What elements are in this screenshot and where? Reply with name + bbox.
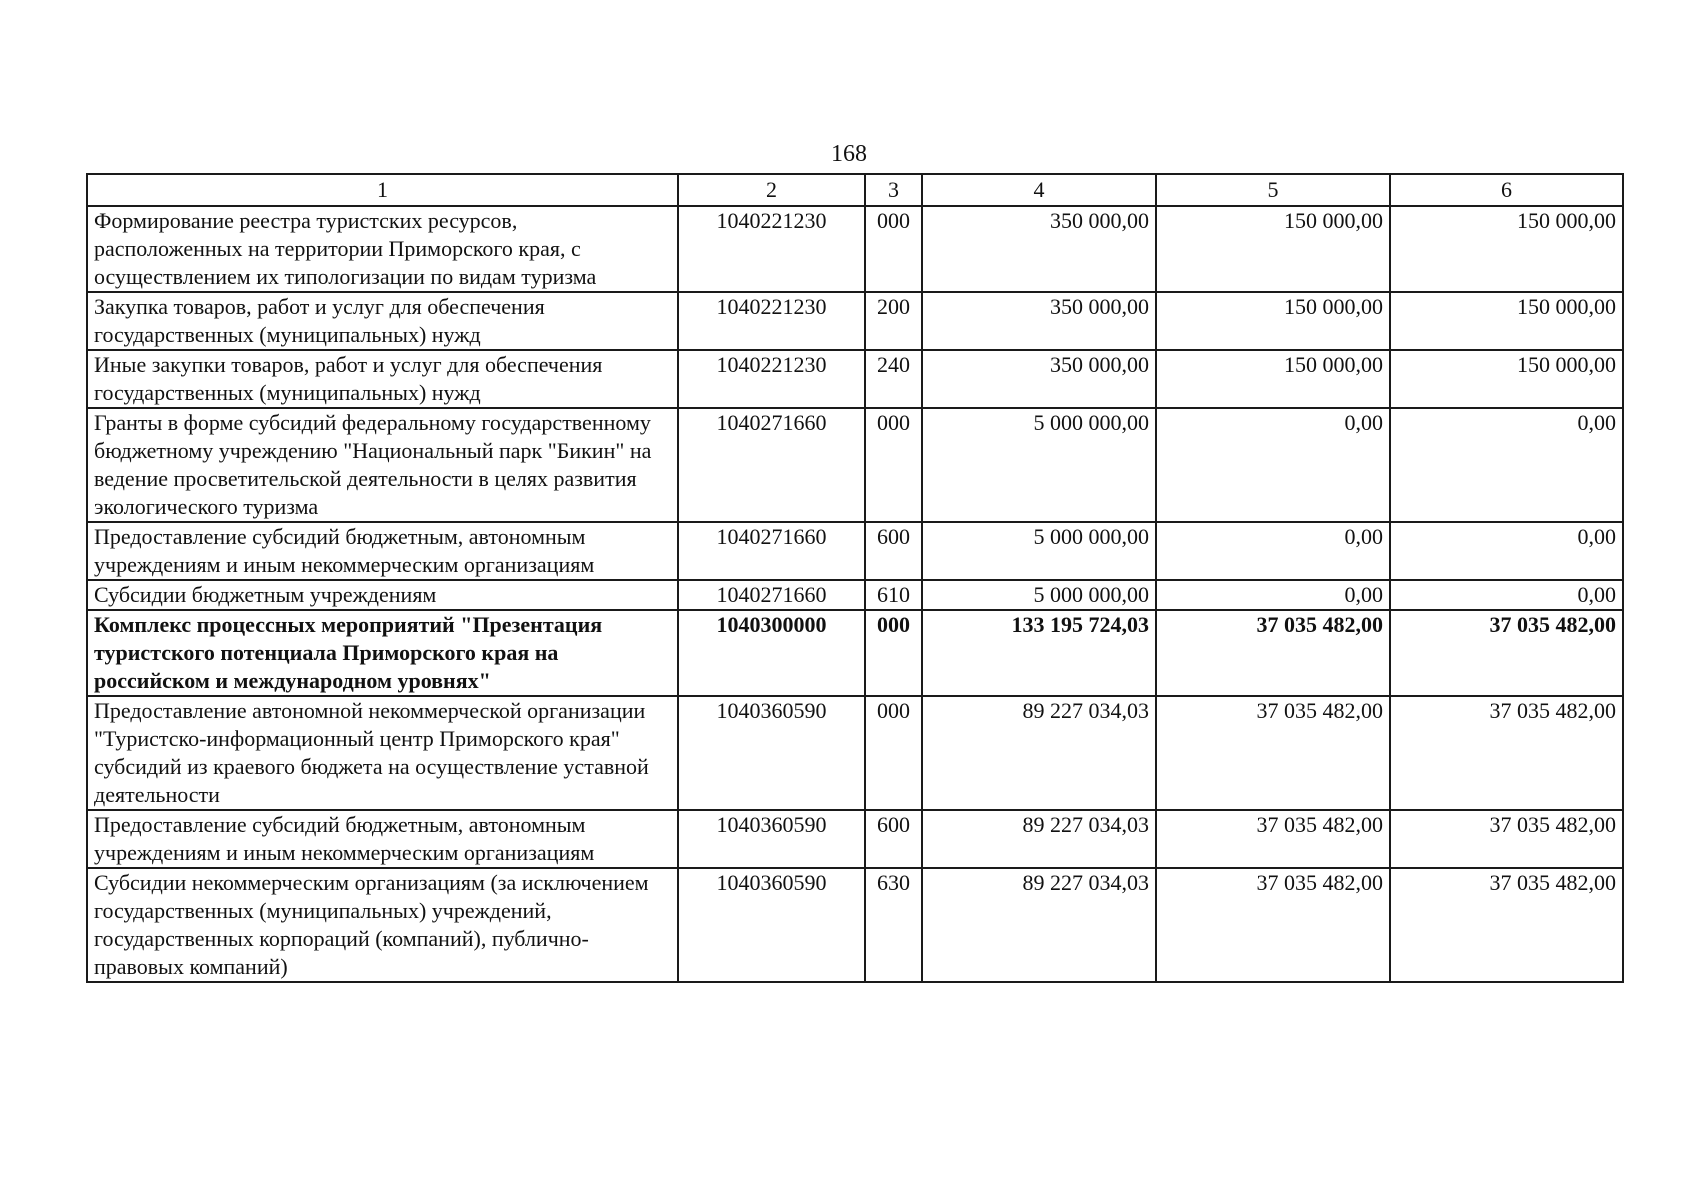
- target-code: 1040271660: [678, 408, 865, 522]
- table-row: [87, 868, 1623, 982]
- amount-col-5: 0,00: [1156, 408, 1390, 522]
- amount-col-4: 5 000 000,00: [922, 522, 1156, 580]
- expense-type: 000: [865, 206, 922, 292]
- amount-col-4: 350 000,00: [922, 350, 1156, 408]
- amount-col-5: 150 000,00: [1156, 292, 1390, 350]
- amount-col-4: 5 000 000,00: [922, 408, 1156, 522]
- item-name: Предоставление субсидий бюджетным, автономным учреждениям и иным некоммерческим организациям: [87, 522, 678, 580]
- expense-type: 000: [865, 408, 922, 522]
- table-row: [87, 408, 1623, 522]
- amount-col-6: 37 035 482,00: [1390, 868, 1623, 982]
- target-code: 1040360590: [678, 696, 865, 810]
- table-row: [87, 810, 1623, 868]
- amount-col-5: 0,00: [1156, 522, 1390, 580]
- amount-col-5: 150 000,00: [1156, 350, 1390, 408]
- amount-col-6: 0,00: [1390, 522, 1623, 580]
- amount-col-5: 0,00: [1156, 580, 1390, 610]
- expense-type: 610: [865, 580, 922, 610]
- column-header: 5: [1156, 174, 1390, 206]
- table-row: [87, 522, 1623, 580]
- target-code: 1040221230: [678, 292, 865, 350]
- amount-col-4: 133 195 724,03: [922, 610, 1156, 696]
- expense-type: 240: [865, 350, 922, 408]
- column-header: 6: [1390, 174, 1623, 206]
- expense-type: 000: [865, 610, 922, 696]
- item-name: Иные закупки товаров, работ и услуг для обеспечения государственных (муниципальных) нужд: [87, 350, 678, 408]
- table-row: [87, 580, 1623, 610]
- item-name: Закупка товаров, работ и услуг для обеспечения государственных (муниципальных) нужд: [87, 292, 678, 350]
- amount-col-5: 37 035 482,00: [1156, 868, 1390, 982]
- amount-col-6: 37 035 482,00: [1390, 696, 1623, 810]
- column-header: 3: [865, 174, 922, 206]
- item-name: Субсидии бюджетным учреждениям: [87, 580, 678, 610]
- item-name: Формирование реестра туристских ресурсов, расположенных на территории Приморского края, с осуществлением их типологизации по видам туризма: [87, 206, 678, 292]
- amount-col-4: 89 227 034,03: [922, 696, 1156, 810]
- column-header: 4: [922, 174, 1156, 206]
- column-header: 2: [678, 174, 865, 206]
- amount-col-6: 150 000,00: [1390, 206, 1623, 292]
- table-row: [87, 696, 1623, 810]
- expense-type: 200: [865, 292, 922, 350]
- amount-col-5: 37 035 482,00: [1156, 810, 1390, 868]
- item-name: Предоставление автономной некоммерческой организации "Туристско-информационный центр Приморского края" субсидий из краевого бюджета на осуществление уставной деятельности: [87, 696, 678, 810]
- amount-col-4: 89 227 034,03: [922, 868, 1156, 982]
- amount-col-5: 37 035 482,00: [1156, 696, 1390, 810]
- expense-type: 000: [865, 696, 922, 810]
- budget-table: [86, 173, 1624, 983]
- amount-col-5: 37 035 482,00: [1156, 610, 1390, 696]
- expense-type: 630: [865, 868, 922, 982]
- item-name: Предоставление субсидий бюджетным, автономным учреждениям и иным некоммерческим организациям: [87, 810, 678, 868]
- amount-col-5: 150 000,00: [1156, 206, 1390, 292]
- amount-col-6: 37 035 482,00: [1390, 810, 1623, 868]
- amount-col-6: 0,00: [1390, 408, 1623, 522]
- table-row: [87, 292, 1623, 350]
- item-name: Комплекс процессных мероприятий "Презентация туристского потенциала Приморского края на российском и международном уровнях": [87, 610, 678, 696]
- expense-type: 600: [865, 522, 922, 580]
- page-number: 168: [831, 141, 867, 167]
- table-row: [87, 350, 1623, 408]
- amount-col-4: 5 000 000,00: [922, 580, 1156, 610]
- target-code: 1040300000: [678, 610, 865, 696]
- amount-col-4: 350 000,00: [922, 292, 1156, 350]
- column-header: 1: [87, 174, 678, 206]
- header-row: [87, 174, 1623, 206]
- amount-col-4: 350 000,00: [922, 206, 1156, 292]
- target-code: 1040271660: [678, 580, 865, 610]
- item-name: Субсидии некоммерческим организациям (за исключением государственных (муниципальных) учреждений, государственных корпораций (компаний), публично-правовых компаний): [87, 868, 678, 982]
- table-row-section-total: [87, 610, 1623, 696]
- target-code: 1040221230: [678, 206, 865, 292]
- target-code: 1040271660: [678, 522, 865, 580]
- table-row: [87, 206, 1623, 292]
- expense-type: 600: [865, 810, 922, 868]
- amount-col-6: 37 035 482,00: [1390, 610, 1623, 696]
- amount-col-6: 0,00: [1390, 580, 1623, 610]
- target-code: 1040360590: [678, 868, 865, 982]
- amount-col-4: 89 227 034,03: [922, 810, 1156, 868]
- target-code: 1040221230: [678, 350, 865, 408]
- target-code: 1040360590: [678, 810, 865, 868]
- item-name: Гранты в форме субсидий федеральному государственному бюджетному учреждению "Национальный парк "Бикин" на ведение просветительской деятельности в целях развития экологического туризма: [87, 408, 678, 522]
- amount-col-6: 150 000,00: [1390, 350, 1623, 408]
- amount-col-6: 150 000,00: [1390, 292, 1623, 350]
